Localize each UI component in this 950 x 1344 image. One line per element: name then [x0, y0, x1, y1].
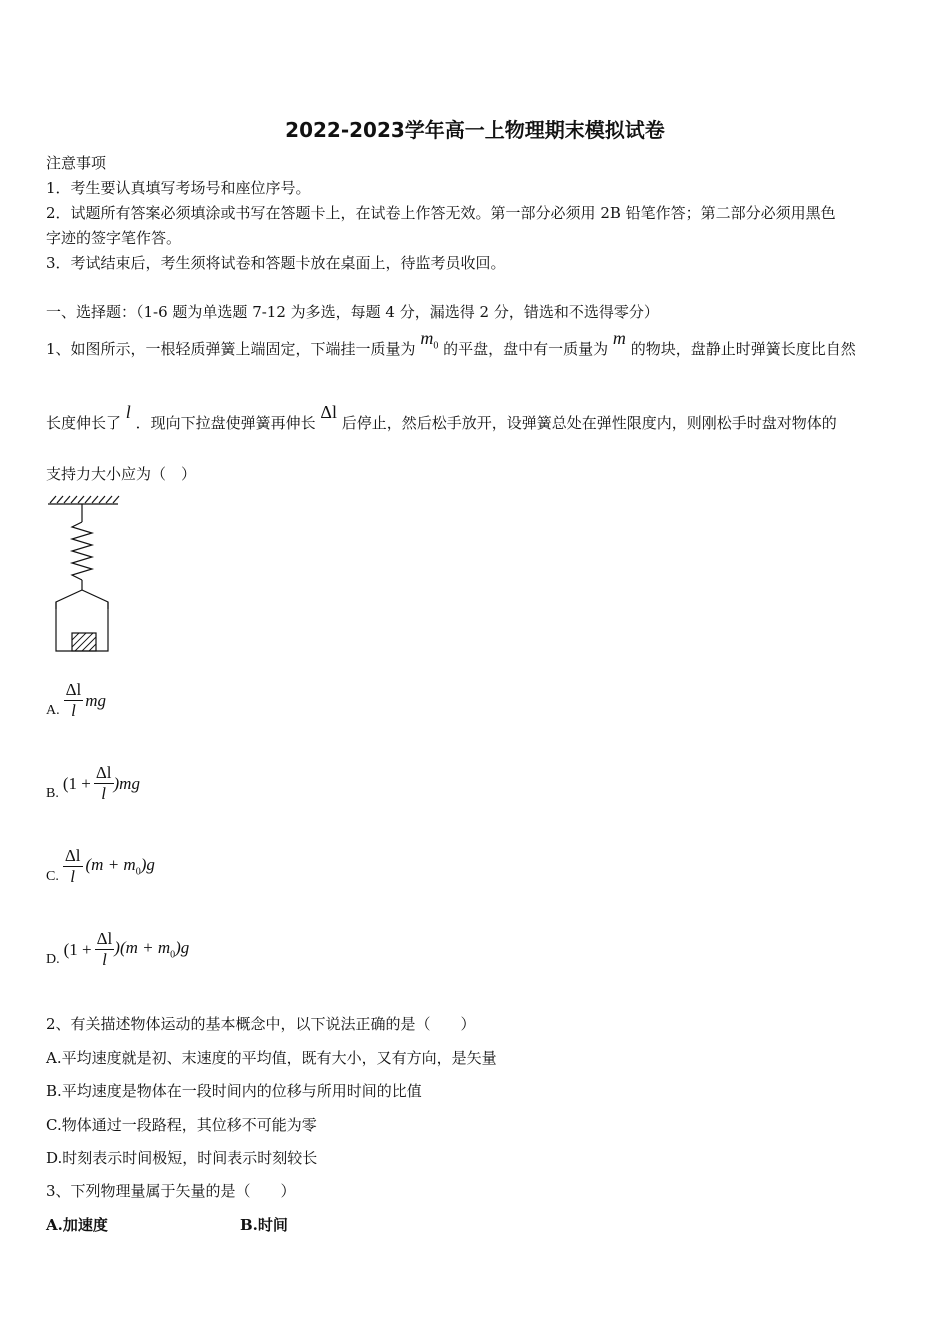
- q1-line-1: [46, 328, 856, 362]
- fraction: $\frac{\Delta l}{l}$: [64, 846, 81, 886]
- q1-text: 长度伸长了: [46, 414, 122, 432]
- page-title: 2022-2023学年高一上物理期末模拟试卷: [285, 118, 665, 142]
- q1-symbol-delta-l: Δl: [320, 402, 337, 422]
- fraction: $\frac{\Delta l}{l}$: [95, 763, 112, 803]
- q2-stem: 2、有关描述物体运动的基本概念中，以下说法正确的是（ ）: [46, 1015, 476, 1033]
- q1-symbol-m0: $m_0$: [420, 328, 439, 352]
- notice-item-3: 3．考试结束后，考生须将试卷和答题卡放在桌面上，待监考员收回。: [46, 254, 506, 272]
- notice-item-2-cont: 字迹的签字笔作答。: [46, 229, 182, 247]
- q1-line-2: [46, 402, 837, 433]
- q2-option-b[interactable]: B.平均速度是物体在一段时间内的位移与所用时间的比值: [46, 1082, 422, 1100]
- q1-symbol-m: m: [612, 328, 626, 348]
- q1-line-3: 支持力大小应为（ ）: [46, 465, 197, 483]
- option-expression: $(m + m_0)g$: [85, 855, 155, 878]
- q2-option-c[interactable]: C.物体通过一段路程，其位移不可能为零: [46, 1116, 317, 1134]
- q3-stem: 3、下列物理量属于矢量的是（ ）: [46, 1182, 296, 1200]
- spring-coil: [72, 522, 92, 580]
- option-expression: )$(m + m_0)g$: [114, 938, 190, 961]
- fraction: $\frac{\Delta l}{l}$: [65, 680, 82, 720]
- q2-option-d[interactable]: D.时刻表示时间极短，时间表示时刻较长: [46, 1149, 318, 1167]
- option-expression: (1 +: [63, 939, 92, 959]
- option-expression: )mg: [113, 773, 140, 793]
- fraction: $\frac{\Delta l}{l}$: [96, 929, 113, 969]
- spring-diagram: [44, 494, 124, 656]
- option-label: A.: [46, 703, 60, 718]
- q1-option-b[interactable]: [46, 763, 140, 804]
- option-label: C.: [46, 869, 59, 884]
- q1-option-a[interactable]: [46, 680, 106, 721]
- option-label: B.: [46, 786, 59, 801]
- notice-heading: 注意事项: [46, 154, 107, 172]
- option-label: D.: [46, 952, 60, 967]
- notice-item-1: 1．考生要认真填写考场号和座位序号。: [46, 179, 311, 197]
- option-expression: mg: [85, 690, 107, 710]
- q3-option-b[interactable]: B.时间: [240, 1216, 288, 1234]
- q1-text: 的平盘，盘中有一质量为: [443, 340, 609, 358]
- q1-symbol-l: l: [125, 402, 131, 422]
- block-hatch: [72, 633, 96, 651]
- q1-text: ．现向下拉盘使弹簧再伸长: [135, 414, 316, 432]
- q3-option-a[interactable]: A.加速度: [46, 1216, 108, 1234]
- pan-hanger: [56, 590, 108, 609]
- q1-text: 后停止，然后松手放开，设弹簧总处在弹性限度内，则刚松手时盘对物体的: [341, 414, 837, 432]
- q2-option-a[interactable]: A.平均速度就是初、末速度的平均值，既有大小，又有方向，是矢量: [46, 1049, 497, 1067]
- option-expression: (1 +: [62, 773, 91, 793]
- q1-text: 的物块，盘静止时弹簧长度比自然: [630, 340, 856, 358]
- q1-option-c[interactable]: [46, 846, 155, 887]
- notice-item-2: 2．试题所有答案必须填涂或书写在答题卡上，在试卷上作答无效。第一部分必须用 2B 铅笔作答；第二部分必须用黑色: [46, 204, 836, 222]
- ceiling-hatch: [50, 496, 119, 503]
- q1-text: 1、如图所示，一根轻质弹簧上端固定，下端挂一质量为: [46, 340, 416, 358]
- q1-option-d[interactable]: [46, 929, 189, 970]
- section-heading: 一、选择题：（1-6 题为单选题 7-12 为多选，每题 4 分，漏选得 2 分，错选和不选得零分）: [46, 303, 659, 321]
